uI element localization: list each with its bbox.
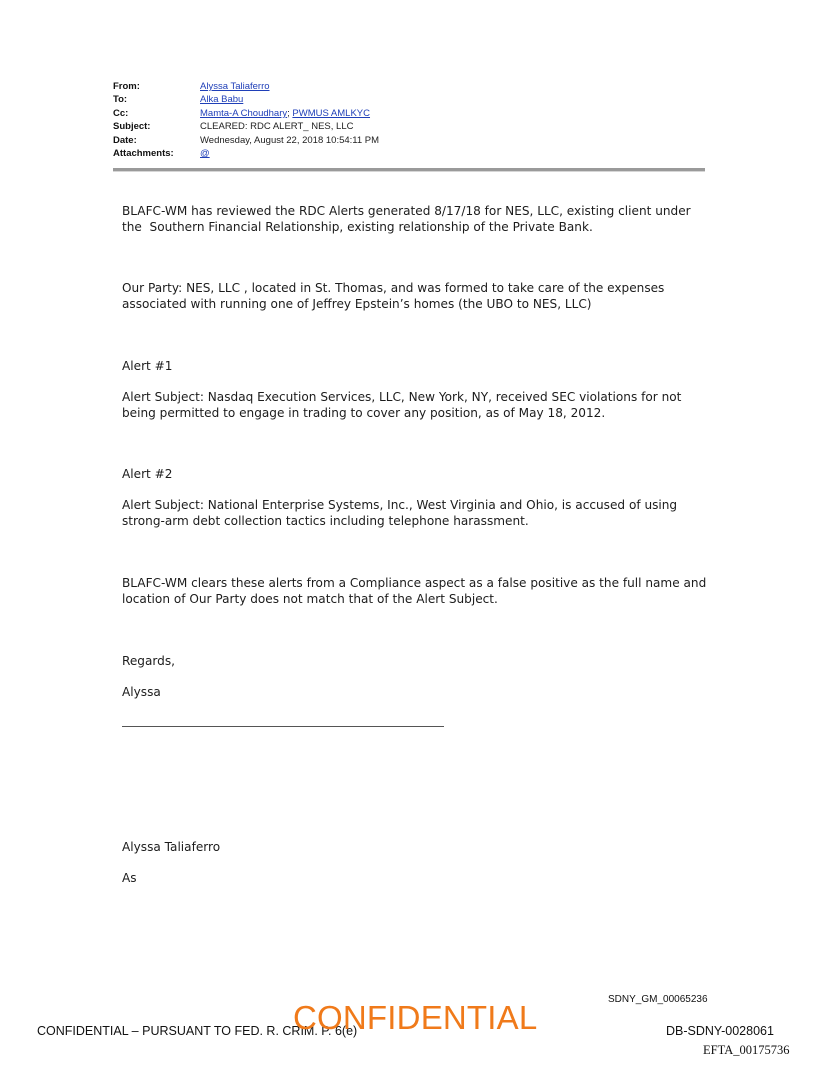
signature-title: As	[122, 871, 137, 885]
from-link[interactable]: Alyssa Taliaferro	[200, 81, 270, 92]
to-row	[113, 93, 379, 106]
our-party-paragraph: Our Party: NES, LLC , located in St. Thomas, and was formed to take care of the expenses associated with running one of Jeffrey Epstein’s homes (the UBO to NES, LLC)	[122, 281, 669, 311]
email-header	[113, 80, 379, 160]
alert2-title: Alert #2	[122, 467, 173, 481]
subject-row	[113, 120, 379, 133]
date-label: Date:	[113, 134, 137, 146]
confidential-notice: CONFIDENTIAL – PURSUANT TO FED. R. CRIM. P. 6(e)	[37, 1024, 358, 1038]
bates-sdny-gm: SDNY_GM_00065236	[608, 994, 708, 1005]
from-label: From:	[113, 81, 140, 92]
to-link[interactable]: Alka Babu	[200, 94, 244, 106]
attachment-link[interactable]: @	[200, 148, 210, 160]
header-divider	[113, 168, 705, 172]
signature-name: Alyssa Taliaferro	[122, 840, 221, 854]
cc-label: Cc:	[113, 107, 129, 119]
to-label: To:	[113, 94, 128, 106]
attachments-label: Attachments:	[113, 148, 174, 160]
clearance-paragraph: BLAFC-WM clears these alerts from a Compliance aspect as a false positive as the full name and location of Our Party does not match that of the Alert Subject.	[122, 576, 711, 606]
from-row	[113, 80, 379, 93]
cc-link-2[interactable]: PWMUS AMLKYC	[292, 107, 371, 119]
attachments-row	[113, 147, 379, 160]
bates-efta: EFTA_00175736	[703, 1043, 790, 1057]
signature-rule	[122, 726, 444, 727]
subject-value: CLEARED: RDC ALERT_ NES, LLC	[200, 121, 354, 133]
cc-row	[113, 107, 379, 120]
intro-paragraph: BLAFC-WM has reviewed the RDC Alerts generated 8/17/18 for NES, LLC, existing client under the Southern Financial Relationship, existing relationship of the Private Bank.	[122, 204, 695, 234]
confidential-stamp: CONFIDENTIAL	[293, 999, 538, 1036]
alert1-subject: Alert Subject: Nasdaq Execution Services, LLC, New York, NY, received SEC violations for not being permitted to engage in trading to cover any position, as of May 18, 2012.	[122, 390, 686, 420]
alert1-title: Alert #1	[122, 359, 173, 373]
subject-label: Subject:	[113, 121, 151, 133]
date-value: Wednesday, August 22, 2018 10:54:11 PM	[200, 134, 380, 146]
alert2-subject: Alert Subject: National Enterprise Systems, Inc., West Virginia and Ohio, is accused of using strong-arm debt collection tactics including telephone harassment.	[122, 498, 681, 528]
cc-link-1[interactable]: Mamta-A Choudhary	[200, 107, 288, 119]
bates-db-sdny: DB-SDNY-0028061	[666, 1024, 774, 1038]
regards-text: Regards,	[122, 654, 175, 668]
cc-value	[200, 107, 370, 120]
signoff-name: Alyssa	[122, 685, 161, 699]
cc-separator: ;	[287, 107, 293, 119]
date-row	[113, 134, 379, 147]
